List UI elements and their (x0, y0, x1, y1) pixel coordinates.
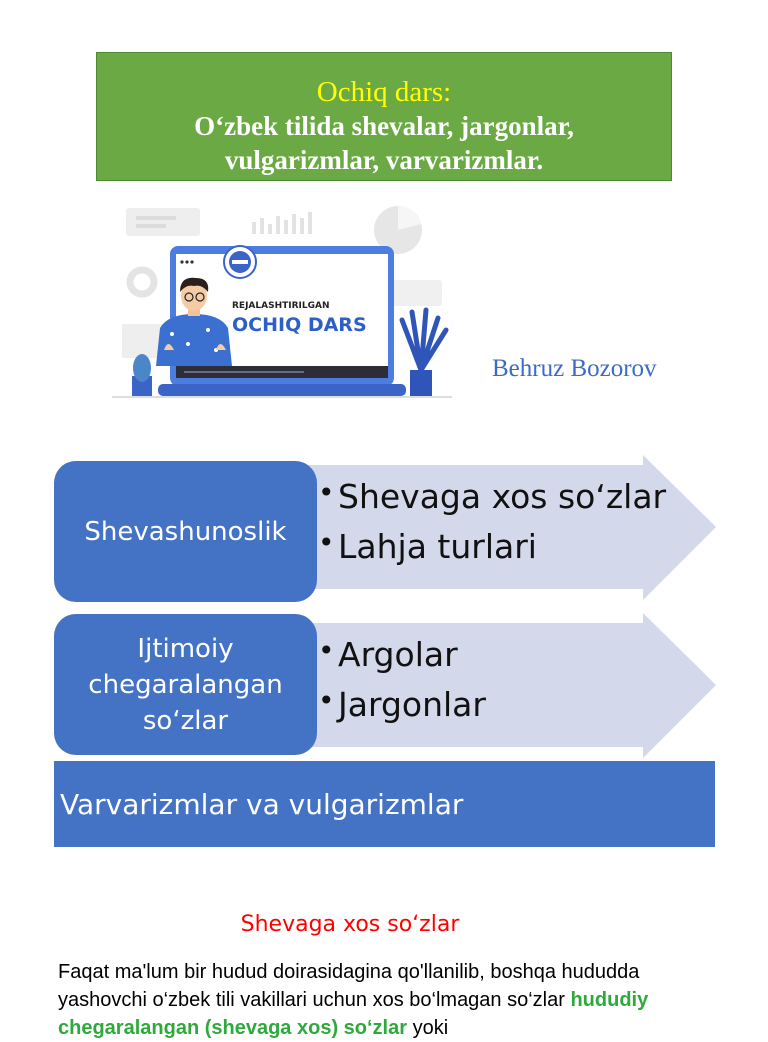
ijtimoiy-label-line-1: Ijtimoiy (137, 633, 234, 664)
section-title: Shevaga xos so‘zlar (240, 912, 460, 937)
shevashunoslik-label: Shevashunoslik (84, 516, 287, 547)
author-name: Behruz Bozorov (492, 355, 657, 382)
title-banner (96, 52, 672, 181)
cactus-icon (132, 354, 152, 396)
title-line-2: O‘zbek tilida shevalar, jargonlar, (194, 111, 574, 141)
list-item: • Lahja turlari (318, 522, 666, 572)
section-paragraph (58, 958, 698, 1042)
illustration-caption-top: REJALASHTIRILGAN (232, 301, 330, 311)
paragraph-text-end: yoki (407, 1017, 449, 1039)
plant-icon (402, 310, 446, 396)
title-line-1: Ochiq dars: (316, 76, 452, 108)
ijtimoiy-box (54, 614, 317, 755)
list-item: • Jargonlar (318, 680, 486, 730)
paragraph-highlight: hududiy chegaralangan (shevaga xos) so‘zlar (58, 989, 649, 1039)
list-item: • Shevaga xos so‘zlar (318, 472, 666, 522)
ijtimoiy-label-line-2: chegaralangan (88, 669, 283, 700)
row-2-bullet-list (318, 630, 486, 730)
ring-shape (130, 270, 154, 294)
open-lesson-illustration (112, 200, 452, 405)
row-1-bullet-list (318, 472, 666, 572)
varvarizmlar-bar (54, 761, 715, 847)
illustration-caption-main: OCHIQ DARS (232, 314, 367, 336)
varvarizmlar-label: Varvarizmlar va vulgarizmlar (60, 787, 464, 821)
ijtimoiy-label-line-3: so‘zlar (142, 705, 229, 736)
paragraph-text-start: Faqat ma'lum bir hudud doirasidagina qo'llanilib, boshqa hududda yashovchi o‘zbek tili vakillari uchun xos bo‘lmagan so‘zlar (58, 961, 640, 1011)
bg-card-shape (126, 208, 200, 236)
list-item: • Argolar (318, 630, 486, 680)
title-line-3: vulgarizmlar, varvarizmlar. (224, 145, 544, 175)
shevashunoslik-box (54, 461, 317, 602)
bar-graph-icon (252, 212, 312, 234)
